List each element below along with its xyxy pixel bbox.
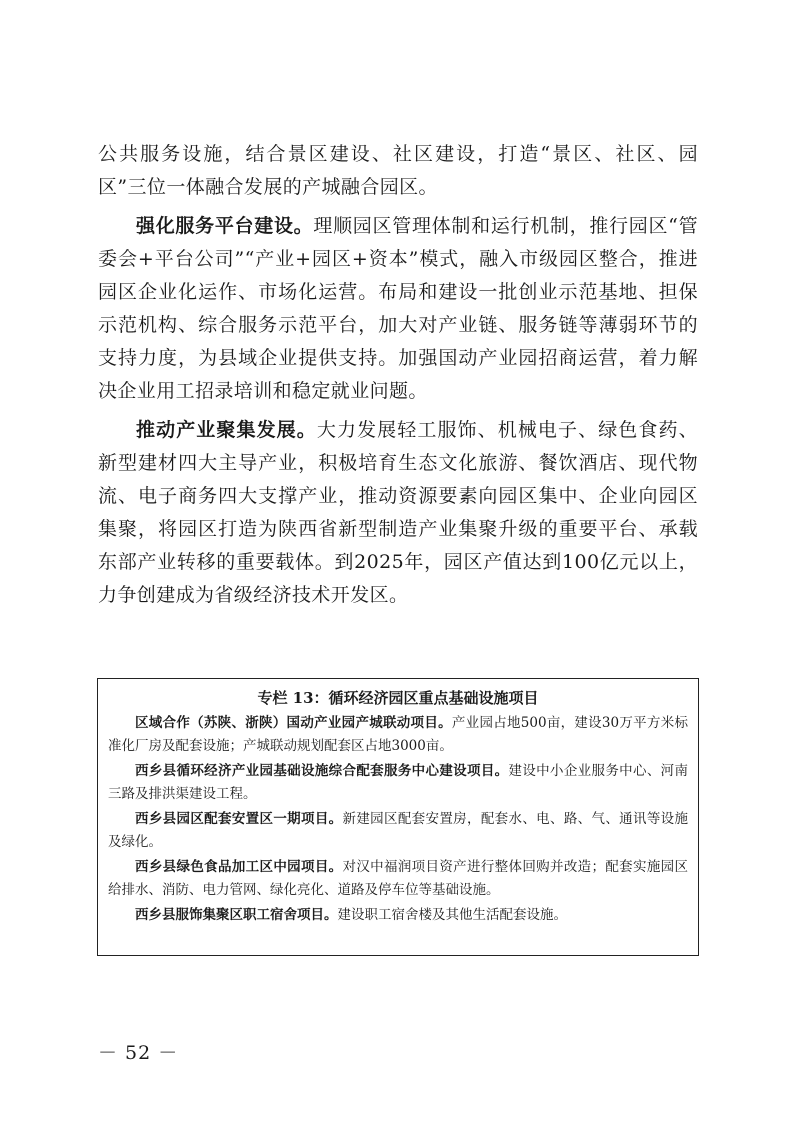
page-number: － 52 － xyxy=(98,1042,179,1064)
paragraph-3-lead: 推动产业聚集发展。 xyxy=(136,419,317,441)
box-item-lead: 西乡县绿色食品加工区中园项目。 xyxy=(135,859,343,875)
box-item xyxy=(108,712,688,758)
box-item-text: 建设职工宿舍楼及其他生活配套设施。 xyxy=(337,907,567,923)
box-item-text: 建设中小企业服务中心、河南三路及排洪渠建设工程。 xyxy=(108,763,688,802)
paragraph-2 xyxy=(98,210,698,408)
box-title: 专栏 13：循环经济园区重点基础设施项目 xyxy=(257,689,539,707)
paragraph-2-lead: 强化服务平台建设。 xyxy=(136,215,314,237)
paragraph-1 xyxy=(98,138,698,204)
paragraph-1-text: 公共服务设施，结合景区建设、社区建设，打造“景区、社区、园区”三位一体融合发展的产城融合园区。 xyxy=(98,143,698,198)
box-item-lead: 西乡县循环经济产业园基础设施综合配套服务中心建设项目。 xyxy=(135,763,509,779)
box-item-text: 对汉中福润项目资产进行整体回购并改造；配套实施园区给排水、消防、电力管网、绿化亮化、道路及停车位等基础设施。 xyxy=(108,859,688,898)
paragraph-3 xyxy=(98,414,698,612)
box-item-text: 新建园区配套安置房，配套水、电、路、气、通讯等设施及绿化。 xyxy=(108,811,688,850)
paragraph-2-text: 理顺园区管理体制和运行机制，推行园区“管委会+平台公司”“产业+园区+资本”模式，融入市级园区整合，推进园区企业化运作、市场化运营。布局和建设一批创业示范基地、担保示范机构、综合服务示范平台，加大对产业链、服务链等薄弱环节的支持力度，为县域企业提供支持。加强国动产业园招商运营，着力解决企业用工招录培训和稳定就业问题。 xyxy=(98,215,698,402)
project-box xyxy=(97,678,699,956)
box-item xyxy=(108,904,688,927)
box-item-lead: 西乡县服饰集聚区职工宿舍项目。 xyxy=(135,907,338,923)
box-item xyxy=(108,808,688,854)
body-text xyxy=(98,138,698,618)
box-item xyxy=(108,760,688,806)
box-item-text: 产业园占地500亩，建设30万平方米标准化厂房及配套设施；产城联动规划配套区占地3000亩。 xyxy=(108,715,688,754)
box-item-lead: 区域合作（苏陕、浙陕）国动产业园产城联动项目。 xyxy=(135,715,452,731)
box-item-lead: 西乡县园区配套安置区一期项目。 xyxy=(135,811,343,827)
paragraph-3-text: 大力发展轻工服饰、机械电子、绿色食药、新型建材四大主导产业，积极培育生态文化旅游、餐饮酒店、现代物流、电子商务四大支撑产业，推动资源要素向园区集中、企业向园区集聚，将园区打造为陕西省新型制造产业集聚升级的重要平台、承载东部产业转移的重要载体。到2025年，园区产值达到100亿元以上，力争创建成为省级经济技术开发区。 xyxy=(98,419,698,606)
box-item xyxy=(108,856,688,902)
